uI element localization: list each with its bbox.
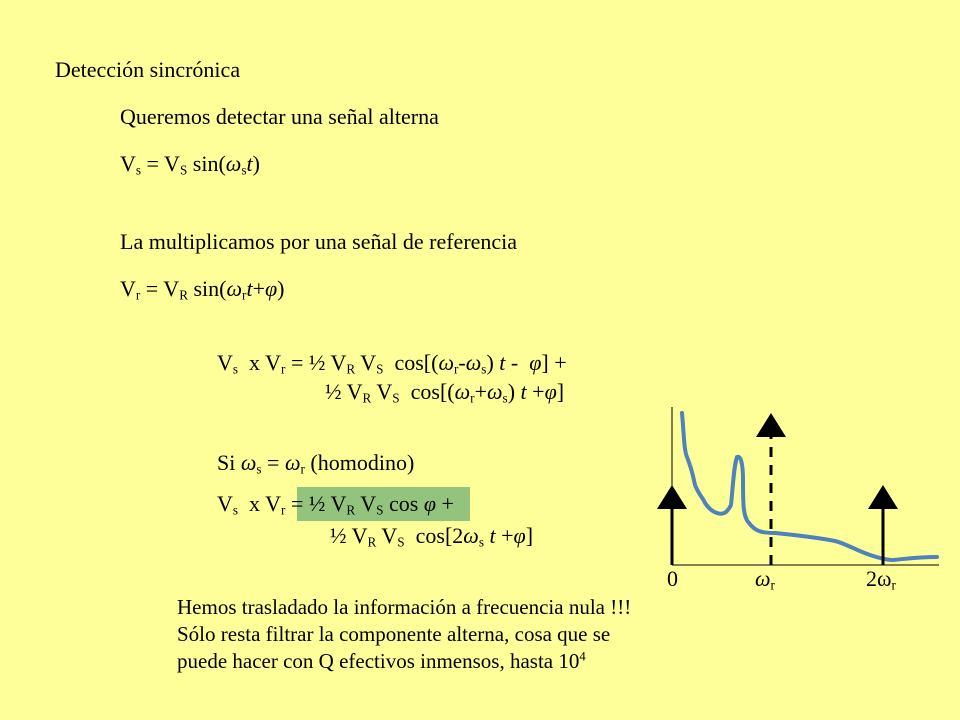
homodyne-condition: Si $\omega_s = \omega_r$ (homodino) xyxy=(217,450,415,477)
tick-zero: 0 xyxy=(667,566,678,591)
noise-curve xyxy=(682,413,937,560)
conclusion-line3: puede hacer con Q efectivos inmensos, hasta $10^4$ xyxy=(177,649,586,673)
slide-title: Detección sincrónica xyxy=(55,57,241,82)
conclusion-line2: Sólo resta filtrar la componente alterna, cosa que se xyxy=(177,622,611,646)
intro-line: Queremos detectar una señal alterna xyxy=(120,104,439,129)
homodyne-equation-line1: $V_s$ x $V_r$ = ½ $V_R$ $V_S$ cos φ + xyxy=(217,491,454,518)
reference-line: La multiplicamos por una señal de referencia xyxy=(120,229,518,254)
tick-two-omega-r: $2\omega_r$ xyxy=(866,566,896,593)
signal-equation: $V_s = V_S$ $\sin(\omega_st)$ xyxy=(120,151,260,178)
spectrum-diagram xyxy=(655,395,945,575)
reference-equation: $V_r = V_R$ $\sin(\omega_rt+\varphi)$ xyxy=(120,276,285,303)
tick-omega-r: $\omega_r$ xyxy=(755,566,775,593)
product-equation-line2: ½ $V_R$ $V_S$ $\cos[(\omega_r+\omega_s)$ t +φ] xyxy=(325,379,565,406)
conclusion-line1: Hemos trasladado la información a frecuencia nula !!! xyxy=(177,595,632,619)
conclusion-text xyxy=(177,594,631,675)
homodyne-equation-line2: ½ $V_R$ $V_S$ $\cos[2\omega_s$ t +φ] xyxy=(330,523,534,550)
product-equation-line1: $V_s$ x $V_r$ = ½ $V_R$ $V_S$ $\cos[(\omega_r-\omega_s)$ t - φ] + xyxy=(217,350,567,377)
